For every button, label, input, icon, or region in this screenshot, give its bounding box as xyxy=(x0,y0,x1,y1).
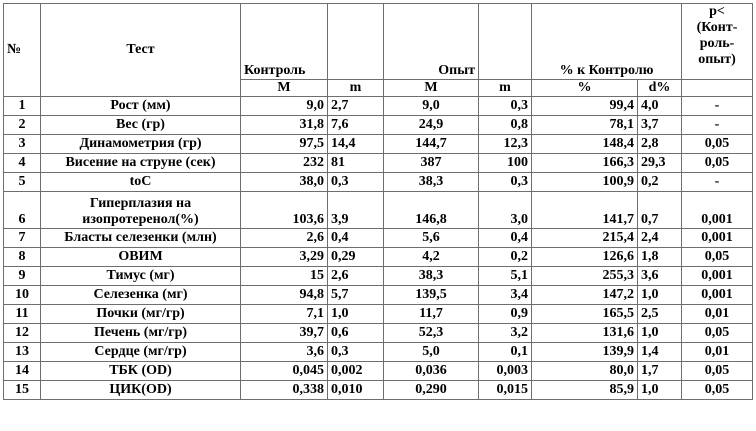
row-number: 6 xyxy=(4,192,41,229)
row-d-percent: 2,5 xyxy=(638,305,682,324)
row-control-M: 31,8 xyxy=(241,116,328,135)
row-control-m: 0,3 xyxy=(328,173,384,192)
row-percent: 99,4 xyxy=(532,97,638,116)
row-percent: 80,0 xyxy=(532,362,638,381)
row-control-M: 9,0 xyxy=(241,97,328,116)
row-number: 11 xyxy=(4,305,41,324)
table-row xyxy=(4,97,753,116)
row-d-percent: 3,7 xyxy=(638,116,682,135)
row-percent: 100,9 xyxy=(532,173,638,192)
row-experiment-M: 38,3 xyxy=(384,173,479,192)
subheader-control-m: m xyxy=(328,80,384,97)
header-control-spacer xyxy=(328,4,384,80)
row-p-value: 0,001 xyxy=(682,267,753,286)
row-number: 12 xyxy=(4,324,41,343)
row-experiment-M: 144,7 xyxy=(384,135,479,154)
row-number: 10 xyxy=(4,286,41,305)
header-p-line-4: опыт) xyxy=(698,52,736,67)
table-row xyxy=(4,229,753,248)
header-number: № xyxy=(4,4,41,97)
row-d-percent: 1,0 xyxy=(638,286,682,305)
row-number: 9 xyxy=(4,267,41,286)
row-control-m: 2,7 xyxy=(328,97,384,116)
table-row xyxy=(4,362,753,381)
row-percent: 165,5 xyxy=(532,305,638,324)
row-experiment-m: 0,3 xyxy=(479,97,532,116)
row-p-value: - xyxy=(682,116,753,135)
table-row xyxy=(4,173,753,192)
row-number: 2 xyxy=(4,116,41,135)
table-row xyxy=(4,154,753,173)
row-control-m: 0,4 xyxy=(328,229,384,248)
table-row xyxy=(4,116,753,135)
row-control-M: 38,0 xyxy=(241,173,328,192)
row-d-percent: 1,8 xyxy=(638,248,682,267)
row-p-value: 0,05 xyxy=(682,248,753,267)
header-p-value xyxy=(682,4,753,80)
row-test-name xyxy=(41,192,241,229)
row-control-M: 3,29 xyxy=(241,248,328,267)
row-d-percent: 2,8 xyxy=(638,135,682,154)
row-experiment-m: 3,2 xyxy=(479,324,532,343)
row-number: 5 xyxy=(4,173,41,192)
row-control-m: 1,0 xyxy=(328,305,384,324)
row-test-name: ТБК (OD) xyxy=(41,362,241,381)
row-experiment-m: 0,4 xyxy=(479,229,532,248)
row-control-m: 0,6 xyxy=(328,324,384,343)
row-percent: 141,7 xyxy=(532,192,638,229)
row-experiment-m: 0,3 xyxy=(479,173,532,192)
table-row xyxy=(4,135,753,154)
header-control: Контроль xyxy=(241,4,328,80)
row-number: 13 xyxy=(4,343,41,362)
row-experiment-m: 3,4 xyxy=(479,286,532,305)
row-experiment-M: 5,6 xyxy=(384,229,479,248)
row-control-m: 0,3 xyxy=(328,343,384,362)
row-number: 15 xyxy=(4,381,41,400)
row-control-m: 0,29 xyxy=(328,248,384,267)
row-percent: 78,1 xyxy=(532,116,638,135)
row-experiment-M: 24,9 xyxy=(384,116,479,135)
row-test-name: Почки (мг/гр) xyxy=(41,305,241,324)
table-row xyxy=(4,324,753,343)
row-experiment-m: 0,003 xyxy=(479,362,532,381)
row-control-m: 7,6 xyxy=(328,116,384,135)
row-percent: 166,3 xyxy=(532,154,638,173)
table-row xyxy=(4,192,753,229)
row-test-name-line: Гиперплазия на xyxy=(89,196,192,211)
results-table xyxy=(3,3,753,400)
table-row xyxy=(4,267,753,286)
row-d-percent: 1,0 xyxy=(638,381,682,400)
row-control-M: 103,6 xyxy=(241,192,328,229)
table-row xyxy=(4,305,753,324)
row-test-name: Висение на струне (сек) xyxy=(41,154,241,173)
row-experiment-m: 0,015 xyxy=(479,381,532,400)
row-experiment-M: 52,3 xyxy=(384,324,479,343)
row-number: 14 xyxy=(4,362,41,381)
header-test: Тест xyxy=(41,4,241,97)
row-control-M: 94,8 xyxy=(241,286,328,305)
row-p-value: 0,001 xyxy=(682,192,753,229)
row-test-name: Селезенка (мг) xyxy=(41,286,241,305)
row-number: 8 xyxy=(4,248,41,267)
row-number: 4 xyxy=(4,154,41,173)
subheader-experiment-M: M xyxy=(384,80,479,97)
row-control-m: 0,002 xyxy=(328,362,384,381)
row-experiment-m: 5,1 xyxy=(479,267,532,286)
row-test-name: ЦИК(OD) xyxy=(41,381,241,400)
row-d-percent: 2,4 xyxy=(638,229,682,248)
row-p-value: 0,001 xyxy=(682,229,753,248)
row-control-M: 97,5 xyxy=(241,135,328,154)
row-p-value: 0,05 xyxy=(682,381,753,400)
row-test-name: Динамометрия (гр) xyxy=(41,135,241,154)
row-experiment-m: 0,2 xyxy=(479,248,532,267)
row-control-m: 5,7 xyxy=(328,286,384,305)
header-p-line-2: (Конт- xyxy=(696,20,738,35)
header-p-line-3: роль- xyxy=(699,36,735,51)
row-d-percent: 1,4 xyxy=(638,343,682,362)
table-row xyxy=(4,286,753,305)
row-p-value: 0,05 xyxy=(682,362,753,381)
row-d-percent: 29,3 xyxy=(638,154,682,173)
row-experiment-m: 3,0 xyxy=(479,192,532,229)
table-row xyxy=(4,248,753,267)
row-test-name: Вес (гр) xyxy=(41,116,241,135)
row-control-m: 2,6 xyxy=(328,267,384,286)
row-experiment-M: 38,3 xyxy=(384,267,479,286)
row-number: 7 xyxy=(4,229,41,248)
row-test-name: ОВИМ xyxy=(41,248,241,267)
row-control-m: 0,010 xyxy=(328,381,384,400)
row-experiment-M: 146,8 xyxy=(384,192,479,229)
row-experiment-M: 11,7 xyxy=(384,305,479,324)
row-experiment-M: 5,0 xyxy=(384,343,479,362)
row-control-m: 81 xyxy=(328,154,384,173)
row-test-name: Тимус (мг) xyxy=(41,267,241,286)
row-p-value: - xyxy=(682,173,753,192)
row-p-value: 0,001 xyxy=(682,286,753,305)
row-percent: 215,4 xyxy=(532,229,638,248)
row-control-M: 3,6 xyxy=(241,343,328,362)
row-experiment-m: 0,8 xyxy=(479,116,532,135)
row-percent: 139,9 xyxy=(532,343,638,362)
row-p-value: 0,01 xyxy=(682,305,753,324)
row-experiment-m: 100 xyxy=(479,154,532,173)
row-experiment-M: 0,290 xyxy=(384,381,479,400)
row-experiment-M: 139,5 xyxy=(384,286,479,305)
row-percent: 126,6 xyxy=(532,248,638,267)
row-test-name: toC xyxy=(41,173,241,192)
subheader-control-M: M xyxy=(241,80,328,97)
header-experiment-spacer xyxy=(479,4,532,80)
row-control-M: 232 xyxy=(241,154,328,173)
subheader-experiment-m: m xyxy=(479,80,532,97)
row-test-name: Печень (мг/гр) xyxy=(41,324,241,343)
row-test-name-line: изопротеренол(%) xyxy=(82,212,199,227)
row-p-value: 0,05 xyxy=(682,324,753,343)
row-control-M: 39,7 xyxy=(241,324,328,343)
row-experiment-M: 0,036 xyxy=(384,362,479,381)
header-percent-control: % к Контролю xyxy=(532,4,682,80)
row-d-percent: 3,6 xyxy=(638,267,682,286)
row-experiment-M: 4,2 xyxy=(384,248,479,267)
row-experiment-M: 9,0 xyxy=(384,97,479,116)
row-number: 3 xyxy=(4,135,41,154)
row-control-M: 7,1 xyxy=(241,305,328,324)
row-control-M: 15 xyxy=(241,267,328,286)
row-control-M: 0,338 xyxy=(241,381,328,400)
row-percent: 85,9 xyxy=(532,381,638,400)
row-p-value: - xyxy=(682,97,753,116)
row-control-m: 14,4 xyxy=(328,135,384,154)
row-p-value: 0,01 xyxy=(682,343,753,362)
row-control-M: 2,6 xyxy=(241,229,328,248)
row-test-name: Рост (мм) xyxy=(41,97,241,116)
header-p-line-1: p< xyxy=(709,4,725,19)
row-test-name: Сердце (мг/гр) xyxy=(41,343,241,362)
row-test-name: Бласты селезенки (млн) xyxy=(41,229,241,248)
row-control-M: 0,045 xyxy=(241,362,328,381)
row-d-percent: 0,7 xyxy=(638,192,682,229)
row-experiment-M: 387 xyxy=(384,154,479,173)
header-row xyxy=(4,4,753,80)
row-number: 1 xyxy=(4,97,41,116)
table-row xyxy=(4,343,753,362)
row-d-percent: 0,2 xyxy=(638,173,682,192)
table-row xyxy=(4,381,753,400)
row-experiment-m: 0,9 xyxy=(479,305,532,324)
row-percent: 131,6 xyxy=(532,324,638,343)
subheader-d-percent: d% xyxy=(638,80,682,97)
row-experiment-m: 12,3 xyxy=(479,135,532,154)
row-p-value: 0,05 xyxy=(682,154,753,173)
row-control-m: 3,9 xyxy=(328,192,384,229)
row-percent: 147,2 xyxy=(532,286,638,305)
row-d-percent: 1,7 xyxy=(638,362,682,381)
subheader-percent: % xyxy=(532,80,638,97)
row-d-percent: 4,0 xyxy=(638,97,682,116)
subheader-p-empty xyxy=(682,80,753,97)
header-experiment: Опыт xyxy=(384,4,479,80)
row-percent: 255,3 xyxy=(532,267,638,286)
row-experiment-m: 0,1 xyxy=(479,343,532,362)
row-p-value: 0,05 xyxy=(682,135,753,154)
row-d-percent: 1,0 xyxy=(638,324,682,343)
row-percent: 148,4 xyxy=(532,135,638,154)
